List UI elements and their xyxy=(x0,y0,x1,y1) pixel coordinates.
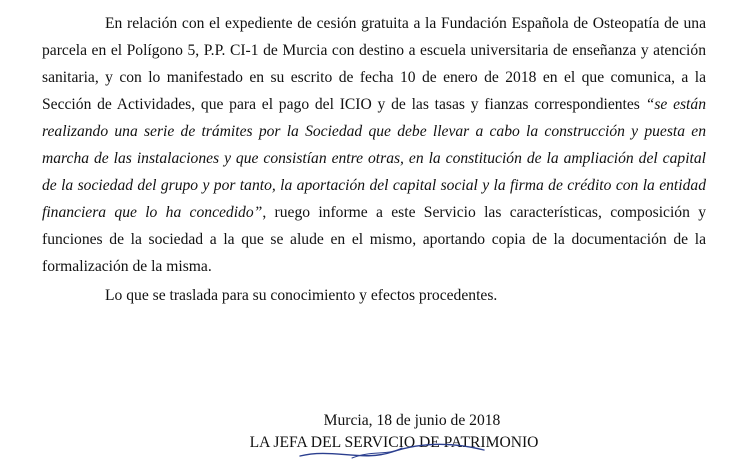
paragraph-closing-text: , ruego informe a este Servicio las características, composición y funciones de la sociedad a la que se alude en el mismo, aportando copia de la documentación de la formalización de la misma. xyxy=(42,204,706,275)
signature-place-date: Murcia, 18 de junio de 2018 xyxy=(323,412,501,429)
quoted-statement: “se están realizando una serie de trámites por la Sociedad que debe llevar a cabo la construcción y puesta en marcha de las instalaciones y que consistían entre otras, en la constitución de la ampliación del capital de la sociedad del grupo y por tanto, la aportación del capital social y la firma de crédito con la entidad financiera que lo ha concedido” xyxy=(42,96,706,221)
body-paragraph-request xyxy=(42,10,706,280)
body-paragraph-closing: Lo que se traslada para su conocimiento y efectos procedentes. xyxy=(105,287,498,304)
signature-title: LA JEFA DEL SERVICIO DE PATRIMONIO xyxy=(249,434,539,451)
paragraph-intro-text: En relación con el expediente de cesión gratuita a la Fundación Española de Osteopatía de una parcela en el Polígono 5, P.P. CI-1 de Murcia con destino a escuela universitaria de enseñanza y atención sanitaria, y con lo manifestado en su escrito de fecha 10 de enero de 2018 en el que comunica, a la Sección de Actividades, que para el pago del ICIO y de las tasas y fianzas correspondientes xyxy=(42,15,706,113)
document-page xyxy=(42,10,706,458)
handwritten-signature-stroke xyxy=(292,428,492,464)
